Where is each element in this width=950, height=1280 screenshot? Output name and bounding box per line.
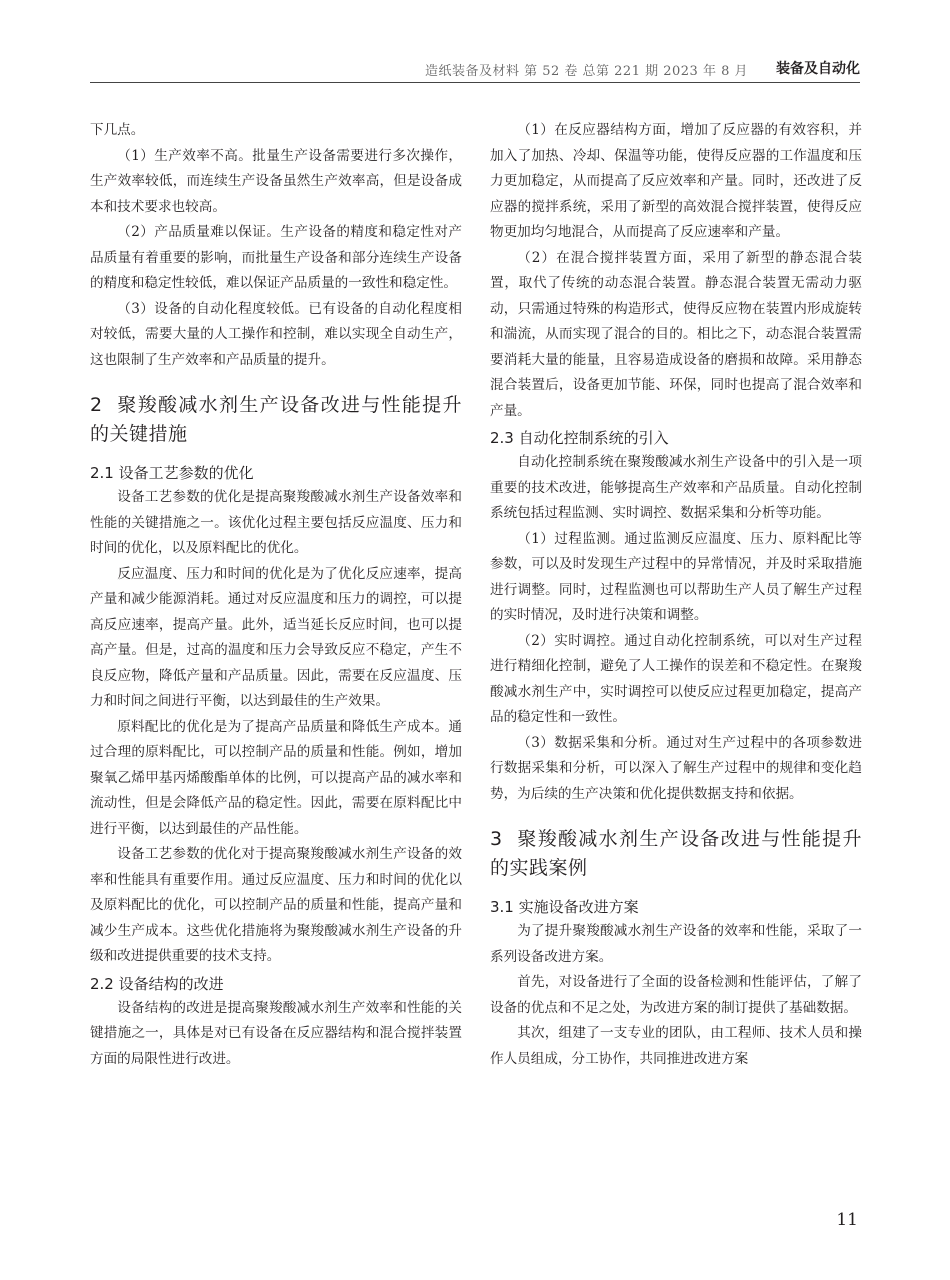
paragraph: （3）数据采集和分析。通过对生产过程中的各项参数进行数据采集和分析，可以深入了解生产过程中的规律和变化趋势，为后续的生产决策和优化提供数据支持和依据。 bbox=[490, 734, 862, 802]
left-column bbox=[90, 118, 462, 1072]
page-number: 11 bbox=[836, 1210, 858, 1230]
section-heading-3 bbox=[490, 825, 862, 883]
section-name: 装备及自动化 bbox=[776, 61, 860, 77]
paragraph: （3）设备的自动化程度较低。已有设备的自动化程度相对较低，需要大量的人工操作和控制，难以实现全自动生产，这也限制了生产效率和产品质量的提升。 bbox=[90, 300, 462, 368]
right-column bbox=[490, 118, 862, 1072]
subsection-heading-2-2: 2.2 设备结构的改进 bbox=[90, 974, 224, 993]
paragraph: （1）在反应器结构方面，增加了反应器的有效容积，并加入了加热、冷却、保温等功能，使得反应器的工作温度和压力更加稳定，从而提高了反应效率和产量。同时，还改进了反应器的搅拌系统，采用了新型的高效混合搅拌装置，使得反应物更加均匀地混合，从而提高了反应速率和产量。 bbox=[490, 122, 862, 240]
paragraph: 其次，组建了一支专业的团队，由工程师、技术人员和操作人员组成，分工协作，共同推进改进方案 bbox=[490, 1025, 862, 1067]
paragraph: （2）产品质量难以保证。生产设备的精度和稳定性对产品质量有着重要的影响，而批量生产设备和部分连续生产设备的精度和稳定性较低，难以保证产品质量的一致性和稳定性。 bbox=[90, 224, 462, 291]
journal-info: 造纸装备及材料 第 52 卷 总第 221 期 2023 年 8 月 bbox=[424, 64, 748, 79]
paragraph: （1）生产效率不高。批量生产设备需要进行多次操作，生产效率较低，而连续生产设备虽然生产效率高，但是设备成本和技术要求也较高。 bbox=[90, 147, 462, 215]
paragraph: 原料配比的优化是为了提高产品质量和降低生产成本。通过合理的原料配比，可以控制产品的质量和性能。例如，增加聚氧乙烯甲基丙烯酸酯单体的比例，可以提高产品的减水率和流动性，但是会降低产品的稳定性。因此，需要在原料配比中进行平衡，以达到最佳的产品性能。 bbox=[90, 718, 462, 837]
subsection-heading-2-3: 2.3 自动化控制系统的引入 bbox=[490, 429, 669, 447]
subsection-heading-3-1: 3.1 实施设备改进方案 bbox=[490, 898, 639, 916]
paragraph: （2）在混合搅拌装置方面，采用了新型的静态混合装置，取代了传统的动态混合装置。静态混合装置无需动力驱动，只需通过特殊的构造形式，使得反应物在装置内形成旋转和湍流，从而实现了混合的目的。相比之下，动态混合装置需要消耗大量的能量，且容易造成设备的磨损和故障。采用静态混合装置后，设备更加节能、环保，同时也提高了混合效率和产量。 bbox=[490, 249, 862, 419]
paragraph: 自动化控制系统在聚羧酸减水剂生产设备中的引入是一项重要的技术改进，能够提高生产效率和产品质量。自动化控制系统包括过程监测、实时调控、数据采集和分析等功能。 bbox=[490, 454, 862, 521]
paragraph: （2）实时调控。通过自动化控制系统，可以对生产过程进行精细化控制，避免了人工操作的误差和不稳定性。在聚羧酸减水剂生产中，实时调控可以使反应过程更加稳定，提高产品的稳定性和一致性。 bbox=[490, 632, 862, 725]
subsection-heading-2-1: 2.1 设备工艺参数的优化 bbox=[90, 464, 254, 482]
paragraph: （1）过程监测。通过监测反应温度、压力、原料配比等参数，可以及时发现生产过程中的异常情况，并及时采取措施进行调整。同时，过程监测也可以帮助生产人员了解生产过程的实时情况，及时进行决策和调整。 bbox=[490, 530, 862, 623]
section-title: 聚羧酸减水剂生产设备改进与性能提升的关键措施 bbox=[90, 394, 462, 445]
paragraph: 设备结构的改进是提高聚羧酸减水剂生产效率和性能的关键措施之一，具体是对已有设备在反应器结构和混合搅拌装置方面的局限性进行改进。 bbox=[90, 999, 462, 1067]
section-number: 2 bbox=[90, 394, 103, 416]
paragraph: 首先，对设备进行了全面的设备检测和性能评估，了解了设备的优点和不足之处，为改进方案的制订提供了基础数据。 bbox=[490, 974, 862, 1016]
running-header bbox=[90, 58, 860, 83]
paragraph: 设备工艺参数的优化是提高聚羧酸减水剂生产设备效率和性能的关键措施之一。该优化过程主要包括反应温度、压力和时间的优化，以及原料配比的优化。 bbox=[90, 489, 462, 556]
paragraph: 为了提升聚羧酸减水剂生产设备的效率和性能，采取了一系列设备改进方案。 bbox=[490, 923, 862, 965]
paragraph: 下几点。 bbox=[90, 122, 145, 138]
paragraph: 设备工艺参数的优化对于提高聚羧酸减水剂生产设备的效率和性能具有重要作用。通过反应温度、压力和时间的优化以及原料配比的优化，可以控制产品的质量和性能，提高产量和减少生产成本。这些优化措施将为聚羧酸减水剂生产设备的升级和改进提供重要的技术支持。 bbox=[90, 846, 462, 964]
section-heading-2 bbox=[90, 391, 462, 449]
paragraph: 反应温度、压力和时间的优化是为了优化反应速率，提高产量和减少能源消耗。通过对反应温度和压力的调控，可以提高反应速率，提高产量。此外，适当延长反应时间，也可以提高产量。但是，过高的温度和压力会导致反应不稳定，产生不良反应物，降低产量和产品质量。因此，需要在反应温度、压力和时间之间进行平衡，以达到最佳的生产效果。 bbox=[90, 565, 462, 709]
section-title: 聚羧酸减水剂生产设备改进与性能提升的实践案例 bbox=[490, 828, 862, 879]
section-number: 3 bbox=[490, 828, 503, 850]
